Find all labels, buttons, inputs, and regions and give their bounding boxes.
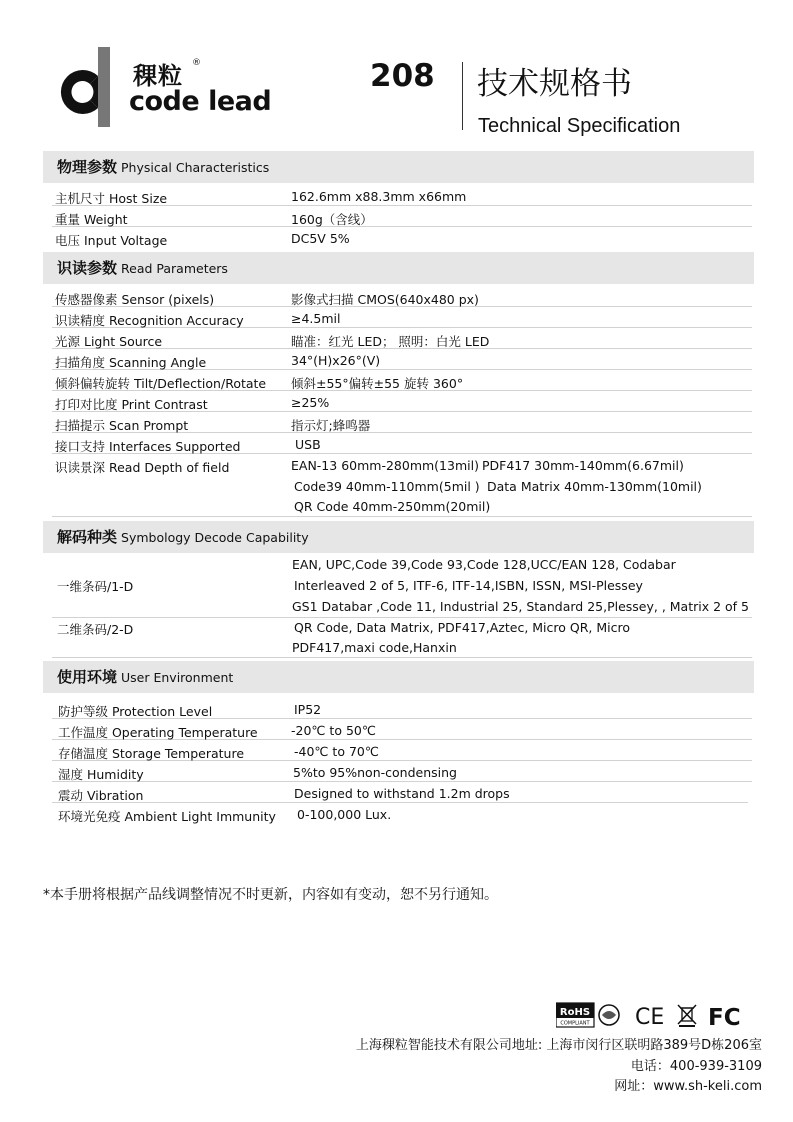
spec-value: 5%to 95%non-condensing (293, 765, 457, 780)
spec-value: USB (295, 437, 321, 452)
spec-label: 防护等级 Protection Level (58, 704, 213, 719)
fcc-label: FC (708, 1005, 741, 1028)
symbology-line: EAN, UPC,Code 39,Code 93,Code 128,UCC/EAN 128, Codabar (292, 557, 676, 572)
section-title-en: User Environment (121, 670, 234, 685)
spec-row (52, 351, 752, 370)
spec-value: -40℃ to 70℃ (294, 744, 379, 759)
brand-name-en: code lead (129, 86, 272, 117)
spec-label: 存储温度 Storage Temperature (58, 746, 245, 761)
spec-row (52, 187, 752, 206)
update-notice: *本手册将根据产品线调整情况不时更新，内容如有变动，恕不另行通知。 (43, 887, 498, 903)
section-title-en: Physical Characteristics (121, 160, 270, 175)
ce-icon (635, 1005, 664, 1028)
registered-mark: ® (192, 58, 201, 68)
spec-label: 一维条码/1-D (57, 579, 134, 594)
depth-value: EAN-13 60mm-280mm(13mil) (291, 458, 479, 473)
spec-row (52, 721, 752, 740)
brand-name-cn: 稞粒 (133, 62, 183, 90)
spec-row-2d-barcodes (52, 618, 752, 658)
depth-value: Code39 40mm-110mm(5mil ) (294, 479, 480, 494)
brand-logo-mark (50, 45, 118, 127)
spec-value: ≥25% (291, 395, 330, 410)
spec-row-depth-of-field (52, 456, 752, 517)
spec-row (52, 393, 752, 412)
spec-row (52, 805, 752, 823)
spec-row (52, 435, 752, 454)
section-header-environment (43, 661, 754, 693)
symbology-line: QR Code, Data Matrix, PDF417,Aztec, Micro QR, Micro (294, 620, 631, 635)
spec-row (52, 372, 752, 391)
spec-label: 重量 Weight (55, 212, 128, 227)
weee-bin-icon (678, 1005, 696, 1027)
spec-label: 电压 Input Voltage (55, 233, 168, 248)
spec-row (52, 700, 752, 719)
company-address: 上海稞粒智能技术有限公司地址: 上海市闵行区联明路389号D栋206室 (355, 1038, 762, 1053)
section-title-cn: 使用环境 (57, 668, 118, 686)
spec-label: 扫描提示 Scan Prompt (55, 418, 189, 433)
spec-row (52, 742, 752, 761)
certification-logos (556, 1002, 746, 1028)
model-number: 208 (370, 58, 435, 94)
spec-label: 打印对比度 Print Contrast (55, 397, 208, 412)
company-website[interactable]: 网址：www.sh-keli.com (614, 1079, 762, 1094)
section-header-physical (43, 151, 754, 183)
spec-value: ≥4.5mil (291, 311, 341, 326)
symbology-line: Interleaved 2 of 5, ITF-6, ITF-14,ISBN, ISSN, MSI-Plessey (294, 578, 643, 593)
spec-row (52, 330, 752, 349)
spec-value: DC5V 5% (291, 231, 350, 246)
spec-value: 指示灯;蜂鸣器 (291, 418, 371, 433)
depth-value: QR Code 40mm-250mm(20mil) (294, 499, 491, 514)
spec-label: 识读精度 Recognition Accuracy (55, 313, 244, 328)
spec-label: 湿度 Humidity (58, 767, 144, 782)
company-phone: 电话：400-939-3109 (630, 1059, 762, 1074)
spec-row (52, 229, 752, 247)
spec-label: 倾斜偏转旋转 Tilt/Deflection/Rotate (55, 376, 267, 391)
spec-row (52, 763, 752, 782)
spec-label: 扫描角度 Scanning Angle (55, 355, 207, 370)
spec-value: 160g（含线） (291, 212, 373, 227)
spec-value: 瞄准：红光 LED； 照明：白光 LED (291, 334, 490, 349)
section-title-cn: 解码种类 (57, 528, 118, 546)
spec-value: Designed to withstand 1.2m drops (294, 786, 510, 801)
spec-value: 倾斜±55°偏转±55 旋转 360° (291, 376, 464, 391)
spec-label: 传感器像素 Sensor (pixels) (55, 292, 215, 307)
section-title-cn: 物理参数 (57, 158, 118, 176)
spec-row (52, 309, 752, 328)
spec-row (52, 414, 752, 433)
document-title-cn: 技术规格书 (477, 66, 632, 102)
spec-label: 环境光免疫 Ambient Light Immunity (58, 809, 276, 824)
rohs-label: RoHS (559, 1007, 591, 1018)
ce-label: CE (635, 1005, 665, 1028)
spec-label: 工作温度 Operating Temperature (58, 725, 258, 740)
depth-value: Data Matrix 40mm-130mm(10mil) (487, 479, 702, 494)
spec-label: 识读景深 Read Depth of field (55, 460, 230, 475)
spec-value: IP52 (294, 702, 322, 717)
spec-row (52, 784, 748, 803)
spec-label: 光源 Light Source (55, 334, 163, 349)
section-header-symbology (43, 521, 754, 553)
spec-value: 162.6mm x88.3mm x66mm (291, 189, 467, 204)
rohs-sub-label: COMPLIANT (560, 1020, 590, 1027)
section-header-read (43, 252, 754, 284)
spec-label: 震动 Vibration (58, 788, 144, 803)
section-title-en: Symbology Decode Capability (121, 530, 309, 545)
rohs-icon (556, 1003, 619, 1027)
document-title-en: Technical Specification (478, 115, 681, 137)
spec-row-1d-barcodes (52, 555, 752, 618)
depth-value: PDF417 30mm-140mm(6.67mil) (482, 458, 684, 473)
spec-row (52, 208, 752, 227)
symbology-line: PDF417,maxi code,Hanxin (292, 640, 457, 655)
header-divider (462, 62, 463, 130)
section-title-en: Read Parameters (121, 261, 228, 276)
spec-label: 二维条码/2-D (57, 622, 134, 637)
spec-row (52, 288, 752, 307)
spec-label: 接口支持 Interfaces Supported (55, 439, 241, 454)
spec-value: 影像式扫描 CMOS(640x480 px) (291, 292, 479, 307)
spec-value: 34°(H)x26°(V) (291, 353, 381, 368)
fcc-icon (708, 1005, 741, 1028)
spec-label: 主机尺寸 Host Size (55, 191, 168, 206)
symbology-line: GS1 Databar ,Code 11, Industrial 25, Standard 25,Plessey, , Matrix 2 of 5 (292, 599, 750, 614)
spec-value: -20℃ to 50℃ (291, 723, 376, 738)
spec-value: 0-100,000 Lux. (297, 807, 392, 822)
section-title-cn: 识读参数 (57, 259, 118, 277)
